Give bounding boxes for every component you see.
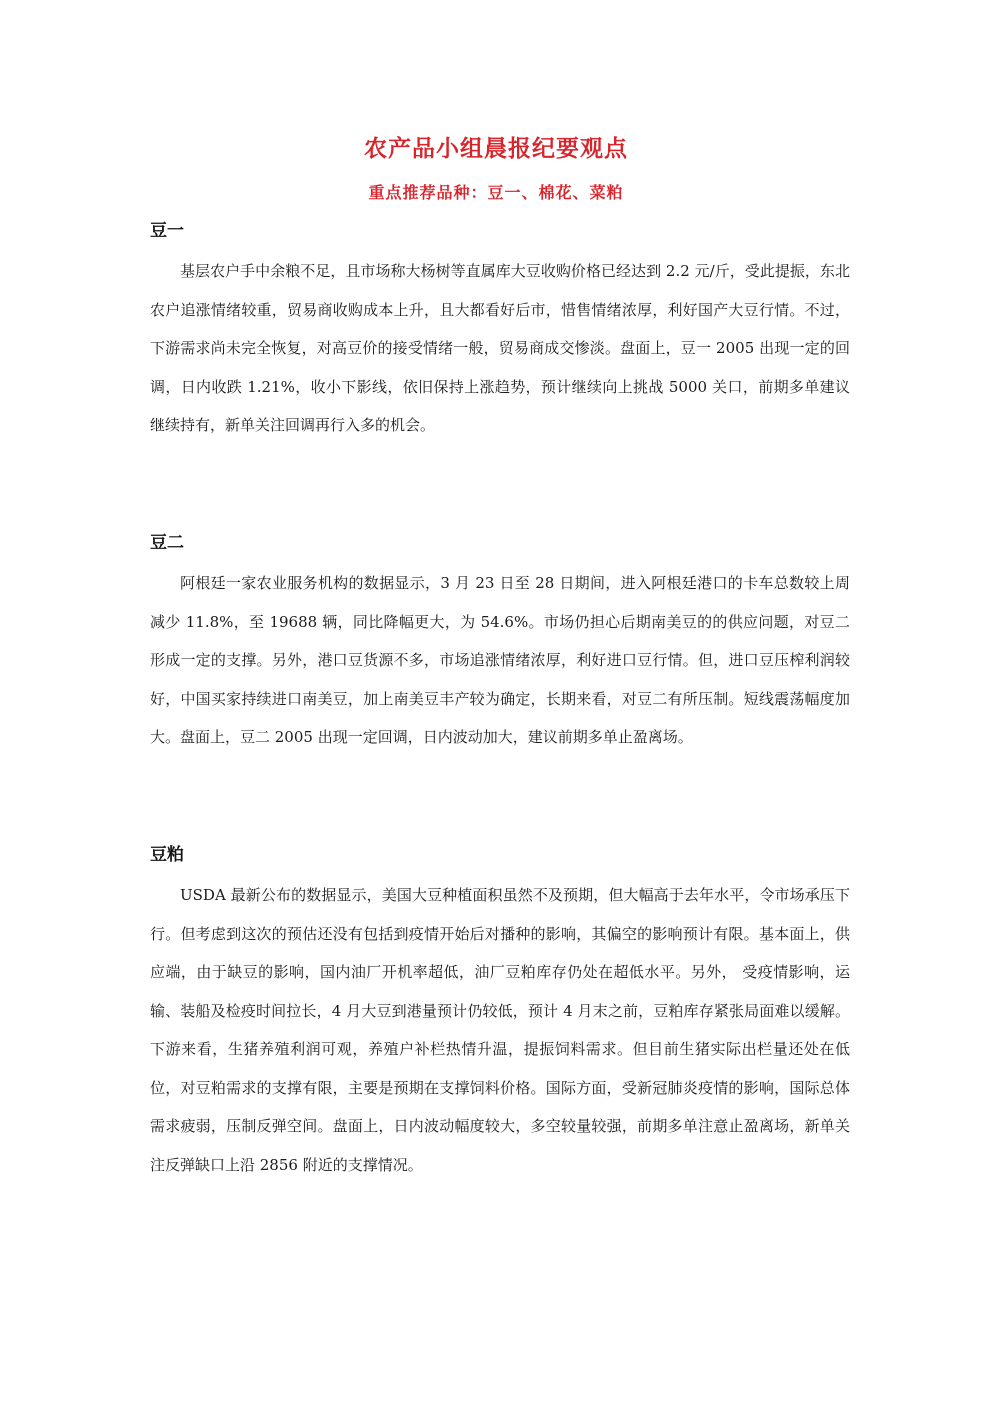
page-subtitle: 重点推荐品种：豆一、棉花、菜粕 — [368, 183, 624, 202]
section-paragraph: 阿根廷一家农业服务机构的数据显示，3 月 23 日至 28 日期间，进入阿根廷港口的卡车总数较上周减少 11.8%，至 19688 辆，同比降幅更大，为 54.6%。市场仍担心后期南美豆的的供应问题，对豆二形成一定的支撑。另外，港口豆货源不多，市场追涨情绪浓厚，利好进口豆行情。但，进口豆压榨利润较好，中国买家持续进口南美豆，加上南美豆丰产较为确定，长期来看，对豆二有所压制。短线震荡幅度加大。盘面上，豆二 2005 出现一定回调，日内波动加大，建议前期多单止盈离场。 — [150, 574, 850, 746]
page-title: 农产品小组晨报纪要观点 — [364, 135, 628, 162]
section-heading: 豆二 — [150, 533, 184, 553]
section-douer — [150, 530, 850, 757]
section-heading: 豆粕 — [150, 845, 184, 865]
section-paragraph: 基层农户手中余粮不足，且市场称大杨树等直属库大豆收购价格已经达到 2.2 元/斤，受此提振，东北农户追涨情绪较重，贸易商收购成本上升，且大都看好后市，惜售情绪浓厚，利好国产大豆行情。不过，下游需求尚未完全恢复，对高豆价的接受情绪一般，贸易商成交惨淡。盘面上，豆一 2005 出现一定的回调，日内收跌 1.21%，收小下影线，依旧保持上涨趋势，预计继续向上挑战 5000 关口，前期多单建议继续持有，新单关注回调再行入多的机会。 — [150, 262, 850, 434]
section-heading: 豆一 — [150, 221, 184, 241]
section-douyi — [150, 218, 850, 445]
section-paragraph: USDA 最新公布的数据显示，美国大豆种植面积虽然不及预期，但大幅高于去年水平，令市场承压下行。但考虑到这次的预估还没有包括到疫情开始后对播种的影响，其偏空的影响预计有限。基本面上，供应端，由于缺豆的影响，国内油厂开机率超低，油厂豆粕库存仍处在超低水平。另外， 受疫情影响，运输、装船及检疫时间拉长，4 月大豆到港量预计仍较低，预计 4 月末之前，豆粕库存紧张局面难以缓解。下游来看，生猪养殖利润可观，养殖户补栏热情升温，提振饲料需求。但目前生猪实际出栏量还处在低位，对豆粕需求的支撑有限，主要是预期在支撑饲料价格。国际方面，受新冠肺炎疫情的影响，国际总体需求疲弱，压制反弹空间。盘面上，日内波动幅度较大，多空较量较强，前期多单注意止盈离场，新单关注反弹缺口上沿 2856 附近的支撑情况。 — [150, 886, 850, 1174]
section-doupo — [150, 842, 850, 1184]
